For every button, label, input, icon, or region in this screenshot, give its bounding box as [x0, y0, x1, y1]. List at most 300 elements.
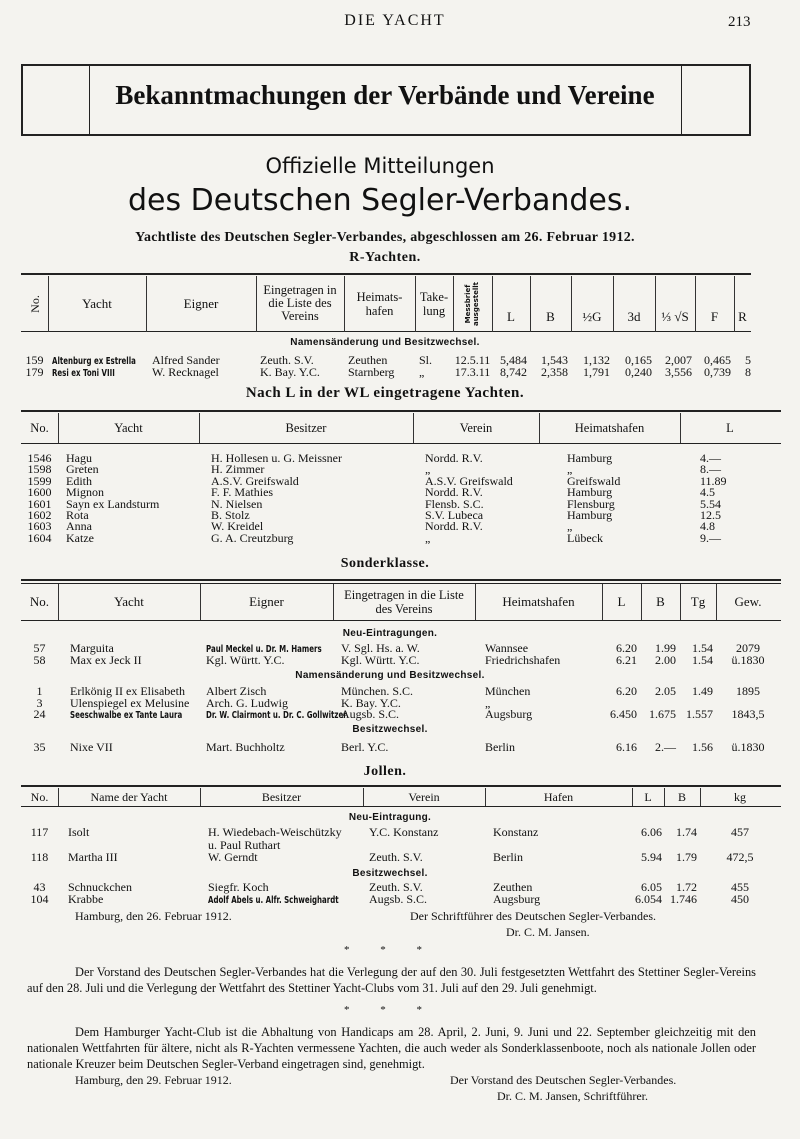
table-cell-text: 472,5 — [726, 850, 754, 864]
table-cell — [21, 826, 58, 839]
table-cell — [419, 366, 449, 379]
wl-top-rule — [21, 410, 781, 412]
column-header — [632, 788, 664, 806]
table-cell-text: Kgl. Württ. Y.C. — [206, 652, 285, 667]
table-cell-text: 58 — [33, 652, 46, 667]
table-cell — [70, 708, 188, 722]
sonder-sub-1: Neu-Eintragungen. — [342, 628, 438, 639]
table-cell — [667, 851, 697, 864]
column-header — [475, 584, 602, 620]
column-header-label: No. — [30, 421, 49, 435]
column-header-label: Yacht — [114, 594, 144, 609]
column-header-label: No. — [27, 294, 42, 313]
table-cell-text: Berl. Y.C. — [341, 740, 389, 754]
column-header — [21, 584, 58, 620]
table-cell-text: 1843,5 — [731, 707, 765, 721]
page-number: 213 — [728, 14, 751, 30]
table-cell-text: W. Kreidel — [211, 519, 264, 534]
table-cell-text: Krabbe — [68, 891, 104, 906]
column-header — [641, 584, 680, 620]
table-cell-text: Mignon — [66, 485, 105, 500]
column-header-label: L — [726, 421, 734, 435]
column-header-label: Messbrief ausgestellt — [464, 281, 481, 326]
table-cell-text: Katze — [66, 530, 94, 545]
table-cell-text: Schnuckchen — [68, 880, 132, 894]
table-cell-text: Martha III — [68, 850, 118, 864]
table-cell-text: Adolf Abels u. Alfr. Schweighardt — [208, 894, 339, 906]
table-cell-text: G. A. Creutzburg — [211, 530, 294, 545]
table-cell-text: Resi ex Toni VIII — [52, 368, 115, 379]
table-cell-text: München — [485, 684, 531, 698]
table-cell-text: N. Nielsen — [211, 496, 263, 511]
column-header-label: B — [656, 594, 665, 609]
column-header-label: Eingetragen in die Liste des Vereins — [344, 588, 464, 616]
column-header-label: Name der Yacht — [90, 790, 168, 804]
column-header-label: L — [644, 790, 652, 804]
table-cell-text: Paul Meckel u. Dr. M. Hamers — [206, 644, 322, 655]
table-cell-text: 0,465 — [704, 353, 731, 367]
table-cell-text: Konstanz — [493, 825, 539, 839]
column-header-label: Yacht — [82, 295, 112, 311]
table-cell-text: 1.54 — [692, 652, 713, 667]
table-cell — [208, 893, 355, 907]
banner-divider-right — [681, 64, 682, 134]
table-cell-text: Y.C. Konstanz — [369, 825, 439, 839]
table-cell-text: 1604 — [27, 530, 52, 545]
table-cell-text: Friedrichshafen — [485, 652, 561, 667]
column-header-label: Take-lung — [419, 289, 449, 318]
table-cell — [716, 741, 780, 754]
jollen-sub-2: Besitzwechsel. — [352, 868, 428, 879]
table-cell-text: Zeuthen — [348, 353, 388, 367]
table-cell-text: 1,791 — [583, 365, 610, 379]
table-cell-text: 6.450 — [610, 707, 637, 721]
column-header — [613, 276, 655, 328]
table-cell-text: 2.— — [655, 740, 676, 754]
column-header — [21, 276, 48, 331]
intro-line-2: des Deutschen Segler-Verbandes. — [127, 183, 633, 218]
table-cell-text: Augsburg — [493, 891, 541, 906]
column-header — [21, 788, 58, 806]
table-cell — [645, 654, 676, 667]
table-cell — [716, 708, 780, 721]
table-cell — [206, 708, 347, 722]
column-header — [530, 276, 571, 328]
table-cell — [152, 366, 250, 379]
table-cell — [698, 366, 731, 379]
table-cell-text: „ — [567, 462, 573, 477]
column-header-label: Hafen — [543, 790, 574, 804]
table-cell-text: 159 — [25, 353, 44, 367]
table-cell-text: 1600 — [27, 485, 52, 500]
table-cell-text: 57 — [33, 641, 46, 655]
sonder-header-rule — [21, 620, 781, 621]
column-header-label: Verein — [459, 421, 493, 435]
table-cell-text: Zeuth. S.V. — [369, 850, 423, 864]
table-cell-text: 179 — [25, 365, 44, 379]
table-cell-text: Nordd. R.V. — [425, 519, 483, 534]
table-cell — [606, 708, 637, 721]
table-cell — [634, 826, 662, 839]
table-cell-text: 1895 — [736, 684, 760, 698]
column-header-label: B — [677, 790, 686, 804]
column-header-label: Heimats-hafen — [356, 289, 403, 318]
table-cell — [658, 366, 692, 379]
column-header-label: Eingetragen in die Liste des Vereins — [263, 283, 337, 323]
table-cell — [70, 654, 188, 667]
column-header-label: No. — [30, 790, 49, 804]
column-header-label: R — [738, 309, 747, 324]
table-cell — [206, 654, 327, 667]
column-header — [200, 788, 363, 806]
table-cell — [700, 893, 780, 906]
sig1-place-date: Hamburg, den 26. Februar 1912. — [75, 909, 232, 923]
table-cell-text: Augsburg — [485, 707, 533, 721]
table-cell-text: Hamburg — [567, 451, 613, 465]
column-header-label: Heimatshafen — [574, 421, 645, 435]
column-header-label: Besitzer — [261, 790, 302, 804]
table-cell — [606, 685, 637, 698]
table-cell — [700, 851, 780, 864]
table-cell-text: Zeuthen — [493, 880, 533, 894]
table-cell-text: 8 — [745, 365, 751, 379]
table-cell — [260, 366, 340, 379]
table-cell-text: 1.49 — [692, 684, 713, 698]
table-cell-text: Altenburg ex Estrella — [52, 356, 136, 367]
table-cell — [606, 741, 637, 754]
column-header-label: Heimatshafen — [502, 594, 575, 609]
column-header-label: 3d — [627, 309, 641, 324]
table-cell-text: 0,240 — [625, 365, 652, 379]
column-header — [539, 413, 680, 443]
table-cell-text: Seeschwalbe ex Tante Laura — [70, 710, 183, 721]
table-cell-text: 12.5 — [700, 508, 721, 522]
table-cell — [716, 654, 780, 667]
column-header — [485, 788, 632, 806]
table-cell — [493, 851, 624, 864]
column-header — [415, 276, 453, 331]
r-header-rule — [21, 331, 751, 332]
table-cell-text: 17.3.11 — [454, 365, 491, 379]
column-header-label: ½G — [582, 309, 602, 324]
table-cell — [700, 532, 760, 545]
r-top-rule — [21, 273, 751, 275]
table-cell — [21, 654, 58, 667]
column-header — [664, 788, 700, 806]
table-cell-text: 1598 — [27, 462, 52, 477]
column-header — [571, 276, 613, 328]
table-cell — [369, 851, 479, 864]
table-cell — [21, 741, 58, 754]
table-cell-text: 1.99 — [655, 641, 676, 655]
table-cell-text: 1599 — [27, 473, 52, 488]
sonder-top-rule — [21, 579, 781, 581]
table-cell — [574, 366, 610, 379]
table-cell — [68, 851, 190, 864]
sig1-role: Der Schriftführer des Deutschen Segler-Verbandes. — [410, 909, 656, 923]
column-header-label: No. — [29, 594, 50, 609]
table-cell — [369, 893, 479, 906]
table-cell-text: 2.05 — [655, 684, 676, 698]
table-cell-text: 0,165 — [625, 353, 652, 367]
table-cell — [21, 851, 58, 864]
table-cell-text: Hamburg — [567, 508, 613, 522]
table-cell-text: 6.05 — [641, 880, 662, 894]
table-cell — [68, 826, 190, 839]
sonder-sub-3: Besitzwechsel. — [352, 724, 428, 735]
column-header — [58, 788, 200, 806]
table-cell — [495, 366, 527, 379]
table-cell — [700, 826, 780, 839]
table-cell — [683, 685, 713, 698]
table-cell — [208, 851, 355, 864]
column-header-label: ⅓ √S — [661, 309, 689, 324]
table-cell-text: A.S.V. Greifswald — [211, 473, 299, 488]
table-cell-text: Erlkönig II ex Elisabeth — [70, 684, 185, 698]
table-cell-text: 1601 — [27, 496, 52, 511]
table-cell-text: „ — [485, 695, 491, 710]
table-cell-text: Alfred Sander — [152, 353, 220, 367]
column-header — [199, 413, 413, 443]
table-cell-text: 1.746 — [670, 891, 697, 906]
table-cell-text: Greifswald — [567, 473, 621, 488]
column-header — [200, 584, 333, 620]
table-cell-text: 455 — [731, 880, 749, 894]
table-cell-text: 6.054 — [635, 891, 662, 906]
table-cell-text: Wannsee — [485, 641, 529, 655]
table-cell-text: 24 — [33, 707, 46, 721]
table-cell-text: 1 — [36, 684, 43, 698]
column-header-label: Tg — [690, 594, 706, 609]
table-cell — [206, 741, 327, 754]
jollen-title: Jollen. — [363, 764, 407, 779]
table-cell — [493, 826, 624, 839]
table-cell — [634, 893, 662, 906]
table-cell — [616, 366, 652, 379]
table-cell-text: H. Wiedebach-Weischützky — [208, 825, 342, 839]
column-header-label: Besitzer — [285, 421, 327, 435]
table-cell — [645, 685, 676, 698]
table-cell-text: Siegfr. Koch — [208, 880, 269, 894]
table-cell — [485, 708, 592, 721]
table-cell-text: 35 — [33, 740, 46, 754]
jollen-header-rule — [21, 806, 781, 807]
running-title: DIE YACHT — [344, 12, 446, 29]
table-cell-text: Augsb. S.C. — [369, 891, 428, 906]
column-header-label: Eigner — [249, 594, 284, 609]
table-cell — [683, 708, 713, 721]
table-cell — [341, 741, 467, 754]
table-cell-text: 450 — [731, 891, 749, 906]
table-cell-text: 4.8 — [700, 519, 715, 534]
r-yachten-title: R-Yachten. — [349, 250, 421, 265]
column-header-label: Verein — [408, 790, 440, 804]
table-cell-text: 2,358 — [541, 365, 568, 379]
column-header — [48, 276, 146, 331]
table-cell-text: 117 — [30, 825, 49, 839]
table-cell-text: 3,556 — [665, 365, 692, 379]
table-cell-text: 2,007 — [665, 353, 692, 367]
column-header — [492, 276, 530, 328]
table-cell-text: H. Zimmer — [211, 462, 265, 477]
column-header-label: Yacht — [114, 421, 143, 435]
table-cell-text: Sayn ex Landsturm — [66, 496, 160, 511]
column-header-label: F — [710, 309, 719, 324]
table-cell-text: 5,484 — [500, 353, 527, 367]
table-cell-text: 118 — [30, 850, 49, 864]
wl-header-rule — [21, 443, 781, 444]
table-cell-text: Albert Zisch — [206, 684, 267, 698]
table-cell-text: K. Bay. Y.C. — [341, 695, 401, 710]
table-cell-text: 5.54 — [700, 496, 721, 511]
sonder-title: Sonderklasse. — [340, 556, 430, 571]
table-cell-text: F. F. Mathies — [211, 485, 274, 500]
table-cell-text: „ — [425, 530, 431, 545]
table-cell-text: 9.— — [700, 530, 721, 545]
column-header — [453, 276, 492, 331]
sonder-sub-2: Namensänderung und Besitzwechsel. — [295, 670, 485, 681]
table-cell-text: 4.5 — [700, 485, 715, 500]
table-cell — [66, 532, 191, 545]
stars-2: * * * — [344, 1004, 436, 1016]
table-cell-text: 4.— — [700, 451, 721, 465]
table-cell-text: Hamburg — [567, 485, 613, 500]
table-cell — [485, 654, 592, 667]
table-cell-text: 1,543 — [541, 353, 568, 367]
table-cell-text: Lübeck — [567, 530, 603, 545]
table-cell-text: ü.1830 — [731, 652, 765, 667]
table-cell-text: S.V. Lubeca — [425, 508, 484, 522]
table-cell-text: 0,739 — [704, 365, 731, 379]
column-header — [333, 584, 475, 620]
table-cell — [369, 826, 479, 839]
table-cell — [453, 366, 492, 379]
column-header — [363, 788, 485, 806]
table-cell-text: 1603 — [27, 519, 52, 534]
table-cell-text: 11.89 — [700, 473, 727, 488]
table-cell — [734, 366, 751, 379]
table-cell — [485, 741, 592, 754]
column-header — [695, 276, 734, 328]
table-cell-text: 1.557 — [686, 707, 713, 721]
table-cell-text: 1602 — [27, 508, 52, 522]
wl-title: Nach L in der WL eingetragene Yachten. — [245, 385, 525, 401]
table-cell-text: Zeuth. S.V. — [260, 353, 314, 367]
table-cell-text: 1.72 — [676, 880, 697, 894]
column-header — [680, 584, 716, 620]
column-header — [602, 584, 641, 620]
table-cell-text: 1.54 — [692, 641, 713, 655]
table-cell-text: H. Hollesen u. G. Meissner — [211, 451, 342, 465]
table-cell-text: „ — [567, 519, 573, 534]
table-cell-text: 2.00 — [655, 652, 676, 667]
intro-line-1: Offizielle Mitteilungen — [265, 154, 495, 178]
column-header-label: Gew. — [734, 594, 762, 609]
jollen-top-rule — [21, 785, 781, 787]
table-cell — [21, 366, 48, 379]
sig2-role: Der Vorstand des Deutschen Segler-Verbandes. — [450, 1073, 677, 1087]
table-cell-text: Kgl. Württ. Y.C. — [341, 652, 420, 667]
table-cell-text: Augsb. S.C. — [341, 707, 400, 721]
table-cell-text: 8.— — [700, 462, 721, 477]
banner-title: Bekanntmachungen der Verbände und Vereine — [115, 80, 655, 110]
table-cell-text: Hagu — [66, 451, 92, 465]
table-cell — [211, 532, 401, 545]
table-cell-text: Berlin — [485, 740, 515, 754]
sig2-name: Dr. C. M. Jansen, Schriftführer. — [497, 1089, 648, 1103]
table-cell-text: Dr. W. Clairmont u. Dr. C. Gollwitzer — [206, 710, 347, 721]
column-header — [655, 276, 695, 328]
table-cell-text: 5 — [745, 353, 751, 367]
column-header — [146, 276, 256, 331]
table-cell-text: 8,742 — [500, 365, 527, 379]
table-cell-text: 43 — [33, 880, 46, 894]
table-cell-text: 6.20 — [616, 641, 637, 655]
table-cell — [634, 851, 662, 864]
table-cell-text: 5.94 — [641, 850, 662, 864]
paragraph-1: Der Vorstand des Deutschen Segler-Verbandes hat die Verlegung der auf den 30. Juli festgesetzten Wettfahrt des Stettiner Segler-Vereins auf den 28. Juli und die Verlegung der Wettfahrt des Stettiner Yacht-Clubs vom 31. Juli auf den 29. Juli genehmigt. — [27, 965, 756, 995]
table-cell — [70, 741, 188, 754]
table-cell-text: 6.20 — [616, 684, 637, 698]
table-cell-text: 6.21 — [616, 652, 637, 667]
table-cell-text: W. Recknagel — [152, 365, 219, 379]
table-cell — [533, 366, 568, 379]
table-cell-text: V. Sgl. Hs. a. W. — [341, 641, 420, 655]
column-header — [716, 584, 780, 620]
table-cell-text: Mart. Buchholtz — [206, 740, 285, 754]
column-header — [680, 413, 780, 443]
paragraph-2: Dem Hamburger Yacht-Club ist die Abhaltung von Handicaps am 28. April, 2. Juni, 9. Juni und 22. September gleichzeitig mit den nationalen Wettfahrten für ältere, nicht als R-Yachten vermessene Yachten, die auch weder als Sonderklassenboote, noch als nationale Jollen oder nationale Kreuzer beim Deutschen Segler-Verband eingetragen sind, genehmigt. — [27, 1025, 756, 1071]
table-cell — [52, 366, 142, 380]
table-cell — [341, 708, 467, 721]
column-header — [256, 276, 344, 331]
table-cell-text: München. S.C. — [341, 684, 413, 698]
table-cell-text: 6.16 — [616, 740, 637, 754]
table-cell-text: 3 — [36, 695, 43, 710]
table-cell-text: Rota — [66, 508, 89, 522]
table-cell — [341, 654, 467, 667]
column-header — [734, 276, 751, 328]
table-cell — [493, 893, 624, 906]
table-cell — [645, 741, 676, 754]
table-cell-text: Nixe VII — [70, 740, 113, 754]
column-header-label: L — [507, 309, 515, 324]
table-cell-text: A.S.V. Greifswald — [425, 473, 513, 488]
r-subheading: Namensänderung und Besitzwechsel. — [290, 337, 480, 348]
column-header — [21, 413, 58, 443]
table-cell-text: Nordd. R.V. — [425, 451, 483, 465]
table-cell-text: Anna — [66, 519, 92, 534]
column-header-label: L — [617, 594, 626, 609]
column-header — [344, 276, 415, 331]
table-cell — [68, 893, 190, 906]
table-cell-text: K. Bay. Y.C. — [260, 365, 320, 379]
column-header — [700, 788, 780, 806]
table-cell-text: Zeuth. S.V. — [369, 880, 423, 894]
table-cell-text: „ — [425, 462, 431, 477]
table-cell-text: Starnberg — [348, 365, 395, 379]
table-cell-text: 12.5.11 — [454, 353, 491, 367]
table-cell-text: W. Gerndt — [208, 850, 258, 864]
table-cell-text: Max ex Jeck II — [70, 652, 142, 667]
table-cell — [683, 654, 713, 667]
table-cell — [667, 893, 697, 906]
table-cell-text: Nordd. R.V. — [425, 485, 483, 500]
sig2-place-date: Hamburg, den 29. Februar 1912. — [75, 1073, 232, 1087]
table-cell-text: 2079 — [736, 641, 760, 655]
jollen-sub-1: Neu-Eintragung. — [348, 812, 432, 823]
table-cell-text: 457 — [731, 825, 749, 839]
